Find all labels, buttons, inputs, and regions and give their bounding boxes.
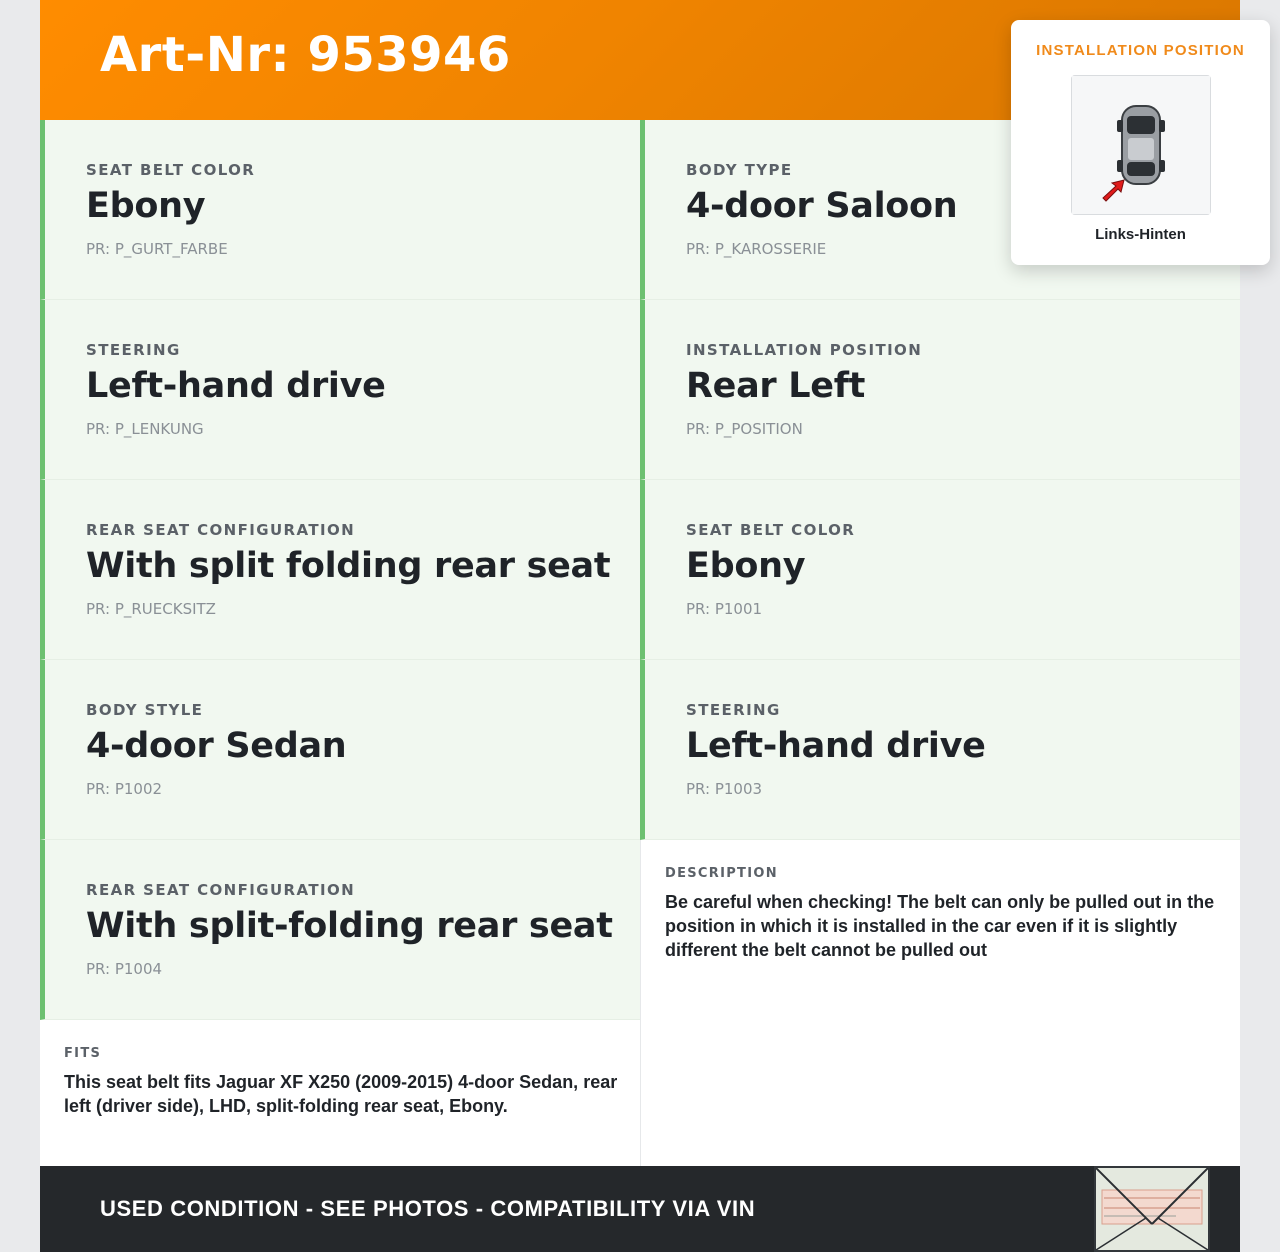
property-label: REAR SEAT CONFIGURATION — [86, 521, 356, 539]
property-label: REAR SEAT CONFIGURATION — [86, 881, 356, 899]
property-code: PR: P_POSITION — [686, 420, 803, 438]
property-card — [40, 840, 640, 1020]
property-code: PR: P1004 — [86, 960, 163, 978]
property-card — [40, 120, 640, 300]
fits-text: This seat belt fits Jaguar XF X250 (2009-2015) 4-door Sedan, rear left (driver side), LHD, split-folding rear seat, Ebony. — [64, 1072, 618, 1116]
property-code: PR: P_LENKUNG — [86, 420, 204, 438]
property-label: SEAT BELT COLOR — [686, 521, 856, 539]
condition-notice: USED CONDITION - SEE PHOTOS - COMPATIBILITY VIA VIN — [100, 1196, 756, 1221]
property-card — [640, 660, 1240, 840]
property-value: 4-door Saloon — [686, 186, 958, 226]
description-box — [640, 840, 1240, 1166]
article-number: Art-Nr: 953946 — [100, 27, 511, 83]
property-code: PR: P_GURT_FARBE — [86, 240, 228, 258]
property-label: STEERING — [86, 341, 181, 359]
property-code: PR: P1002 — [86, 780, 163, 798]
fits-label: FITS — [64, 1046, 102, 1061]
popup-caption: Links-Hinten — [1095, 226, 1186, 243]
property-value: With split folding rear seat — [86, 546, 611, 586]
property-card — [40, 300, 640, 480]
property-value: 4-door Sedan — [86, 726, 347, 766]
property-value: With split-folding rear seat — [86, 906, 613, 946]
property-value: Left-hand drive — [686, 726, 986, 766]
car-top-view-icon — [1071, 75, 1211, 215]
footer-bar — [40, 1166, 1240, 1252]
fits-box — [40, 1020, 640, 1166]
property-value: Ebony — [686, 546, 806, 586]
property-code: PR: P1003 — [686, 780, 763, 798]
property-label: INSTALLATION POSITION — [686, 341, 923, 359]
property-label: STEERING — [686, 701, 781, 719]
property-label: BODY TYPE — [686, 161, 793, 179]
property-card — [640, 300, 1240, 480]
property-value: Rear Left — [686, 366, 866, 406]
description-text: Be careful when checking! The belt can only be pulled out in the position in which it is installed in the car even if it is slightly different the belt cannot be pulled out — [665, 892, 1215, 960]
vehicle-data-card-icon[interactable] — [1094, 1166, 1210, 1252]
popup-title: INSTALLATION POSITION — [1036, 42, 1245, 59]
product-sheet — [40, 0, 1245, 1252]
property-label: BODY STYLE — [86, 701, 204, 719]
property-code: PR: P_KAROSSERIE — [686, 240, 827, 258]
property-label: SEAT BELT COLOR — [86, 161, 256, 179]
property-card — [40, 480, 640, 660]
property-value: Ebony — [86, 186, 206, 226]
property-code: PR: P_RUECKSITZ — [86, 600, 216, 618]
property-card — [40, 660, 640, 840]
property-card — [640, 480, 1240, 660]
property-value: Left-hand drive — [86, 366, 386, 406]
description-label: DESCRIPTION — [665, 866, 778, 881]
installation-position-popup — [1011, 20, 1270, 265]
property-code: PR: P1001 — [686, 600, 763, 618]
